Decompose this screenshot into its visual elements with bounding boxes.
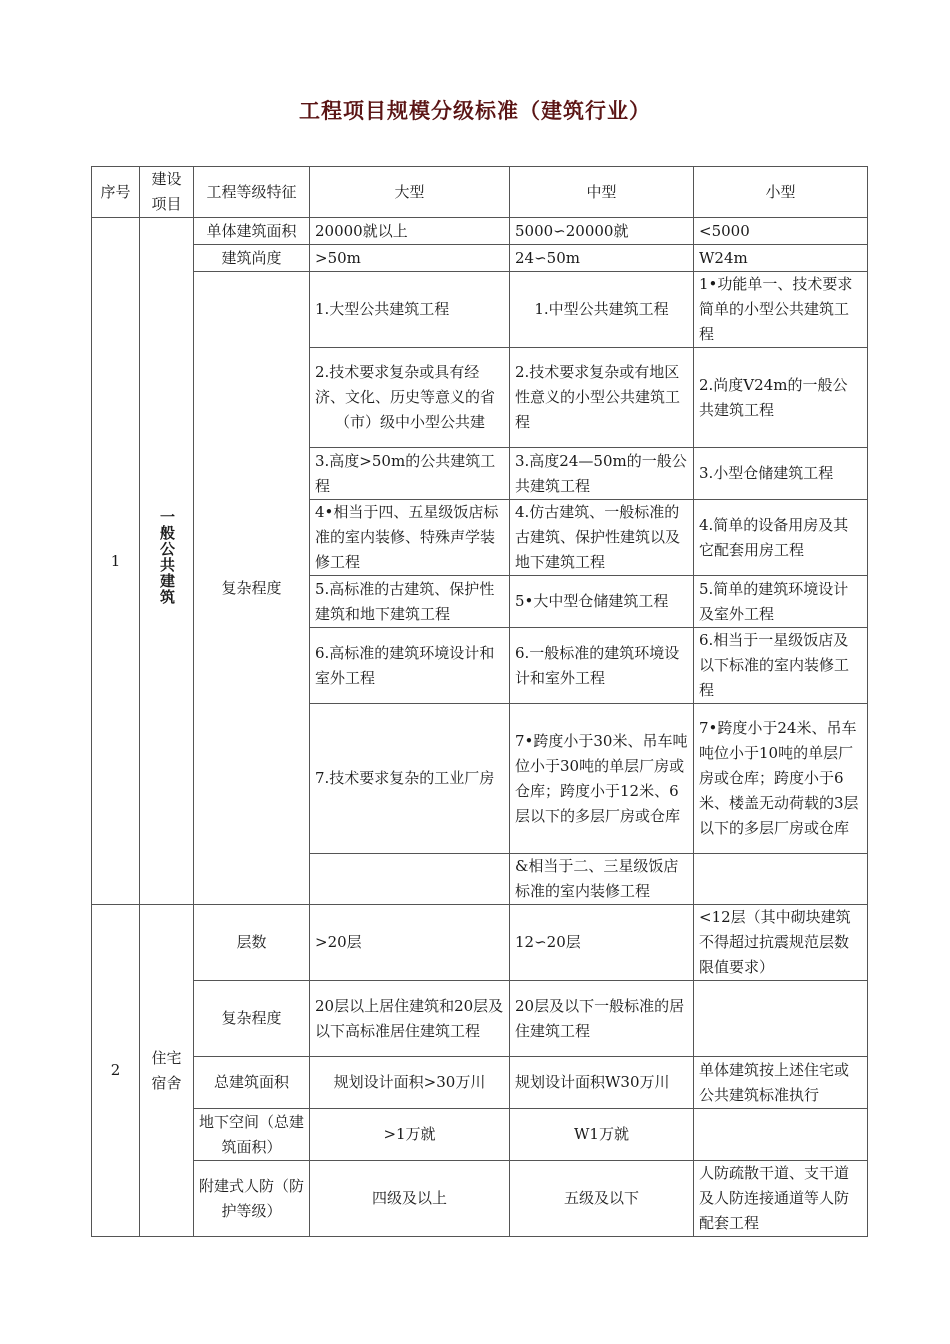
sec1-row1-large: 1.大型公共建筑工程 — [310, 272, 510, 348]
sec1-row4-medium: 4.仿古建筑、一般标准的古建筑、保护性建筑以及地下建筑工程 — [510, 500, 694, 576]
header-project-line2: 项目 — [151, 195, 182, 213]
sec1-row6-medium: 6.一般标准的建筑环境设计和室外工程 — [510, 628, 694, 704]
sec1-height-small: W24m — [694, 245, 868, 272]
sec2-name-line2: 宿舍 — [151, 1073, 182, 1092]
sec1-row4-small: 4.简单的设备用房及其它配套用房工程 — [694, 500, 868, 576]
sec2-row2-small — [694, 981, 868, 1057]
sec2-row5-feature: 附建式人防（防护等级） — [194, 1161, 310, 1237]
sec1-name — [140, 218, 194, 905]
sec1-row2-large-text: 2.技术要求复杂或具有经济、文化、历史等意义的省 — [315, 363, 496, 406]
sec1-row3-medium: 3.高度24—50m的一般公共建筑工程 — [510, 448, 694, 500]
scale-standard-table — [91, 166, 868, 1237]
header-medium: 中型 — [510, 167, 694, 218]
sec2-row4-medium: W1万就 — [510, 1109, 694, 1161]
sec1-row3-small: 3.小型仓储建筑工程 — [694, 448, 868, 500]
table-row — [92, 272, 868, 348]
table-row — [92, 245, 868, 272]
sec2-row3-feature: 总建筑面积 — [194, 1057, 310, 1109]
sec2-row3-large: 规划设计面积>30万川 — [310, 1057, 510, 1109]
sec2-row5-large: 四级及以上 — [310, 1161, 510, 1237]
sec1-row5-medium: 5•大中型仓储建筑工程 — [510, 576, 694, 628]
sec2-row5-medium: 五级及以下 — [510, 1161, 694, 1237]
header-small: 小型 — [694, 167, 868, 218]
sec2-row1-medium: 12∽20层 — [510, 905, 694, 981]
sec1-row2-small: 2.尚度V24m的一般公共建筑工程 — [694, 348, 868, 448]
sec2-name — [140, 905, 194, 1237]
table-row — [92, 1057, 868, 1109]
sec2-row5-small: 人防疏散干道、支干道及人防连接通道等人防配套工程 — [694, 1161, 868, 1237]
table-row — [92, 1161, 868, 1237]
sec1-row8-small — [694, 854, 868, 905]
sec2-row2-large: 20层以上居住建筑和20层及以下高标准居住建筑工程 — [310, 981, 510, 1057]
sec1-seq: 1 — [92, 218, 140, 905]
sec1-area-small: <5000 — [694, 218, 868, 245]
sec2-row4-small — [694, 1109, 868, 1161]
sec1-row6-large: 6.高标准的建筑环境设计和室外工程 — [310, 628, 510, 704]
sec1-row7-medium: 7•跨度小于30米、吊车吨位小于30吨的单层厂房或仓库；跨度小于12米、6层以下的多层厂房或仓库 — [510, 704, 694, 854]
sec1-height-feature: 建筑尚度 — [194, 245, 310, 272]
header-large: 大型 — [310, 167, 510, 218]
sec2-row1-feature: 层数 — [194, 905, 310, 981]
sec1-row6-small: 6.相当于一星级饭店及以下标准的室内装修工程 — [694, 628, 868, 704]
sec1-name-text: 一般公共建筑 — [158, 509, 176, 605]
sec2-row3-medium: 规划设计面积W30万川 — [510, 1057, 694, 1109]
sec2-row4-large: >1万就 — [310, 1109, 510, 1161]
sec1-row7-small: 7•跨度小于24米、吊车吨位小于10吨的单层厂房或仓库；跨度小于6米、楼盖无动荷载的3层以下的多层厂房或仓库 — [694, 704, 868, 854]
header-row — [92, 167, 868, 218]
header-project-line1: 建设 — [151, 170, 182, 188]
sec2-name-line1: 住宅 — [151, 1048, 182, 1067]
sec1-row8-large — [310, 854, 510, 905]
sec1-row2-large-text2: （市）级中小型公共建 — [335, 413, 486, 431]
sec1-row4-large: 4•相当于四、五星级饭店标准的室内装修、特殊声学装修工程 — [310, 500, 510, 576]
sec1-row5-small: 5.简单的建筑环境设计及室外工程 — [694, 576, 868, 628]
table-row — [92, 981, 868, 1057]
sec1-complexity-label: 复杂程度 — [194, 272, 310, 905]
table-row — [92, 218, 868, 245]
sec1-row1-small: 1•功能单一、技术要求简单的小型公共建筑工程 — [694, 272, 868, 348]
sec1-row2-large — [310, 348, 510, 448]
document-title: 工程项目规模分级标准（建筑行业） — [299, 99, 651, 123]
sec2-row3-small: 单体建筑按上述住宅或公共建筑标准执行 — [694, 1057, 868, 1109]
sec1-area-feature: 单体建筑面积 — [194, 218, 310, 245]
sec2-seq: 2 — [92, 905, 140, 1237]
sec1-row7-large: 7.技术要求复杂的工业厂房 — [310, 704, 510, 854]
table-row — [92, 905, 868, 981]
sec2-row2-medium: 20层及以下一般标准的居住建筑工程 — [510, 981, 694, 1057]
sec1-row1-medium: 1.中型公共建筑工程 — [510, 272, 694, 348]
sec2-row1-large: >20层 — [310, 905, 510, 981]
sec2-row4-feature: 地下空间（总建筑面积） — [194, 1109, 310, 1161]
sec1-height-medium: 24∽50m — [510, 245, 694, 272]
sec1-row3-large: 3.高度>50m的公共建筑工程 — [310, 448, 510, 500]
header-feature: 工程等级特征 — [194, 167, 310, 218]
sec1-row8-medium: &相当于二、三星级饭店标准的室内装修工程 — [510, 854, 694, 905]
sec2-row2-feature: 复杂程度 — [194, 981, 310, 1057]
header-seq: 序号 — [92, 167, 140, 218]
sec1-row2-medium: 2.技术要求复杂或有地区性意义的小型公共建筑工程 — [510, 348, 694, 448]
sec1-row5-large: 5.高标准的古建筑、保护性建筑和地下建筑工程 — [310, 576, 510, 628]
header-project — [140, 167, 194, 218]
table-row — [92, 1109, 868, 1161]
sec1-area-medium: 5000∽20000就 — [510, 218, 694, 245]
sec2-row1-small: <12层（其中砌块建筑不得超过抗震规范层数限值要求） — [694, 905, 868, 981]
sec1-height-large: >50m — [310, 245, 510, 272]
sec1-area-large: 20000就以上 — [310, 218, 510, 245]
